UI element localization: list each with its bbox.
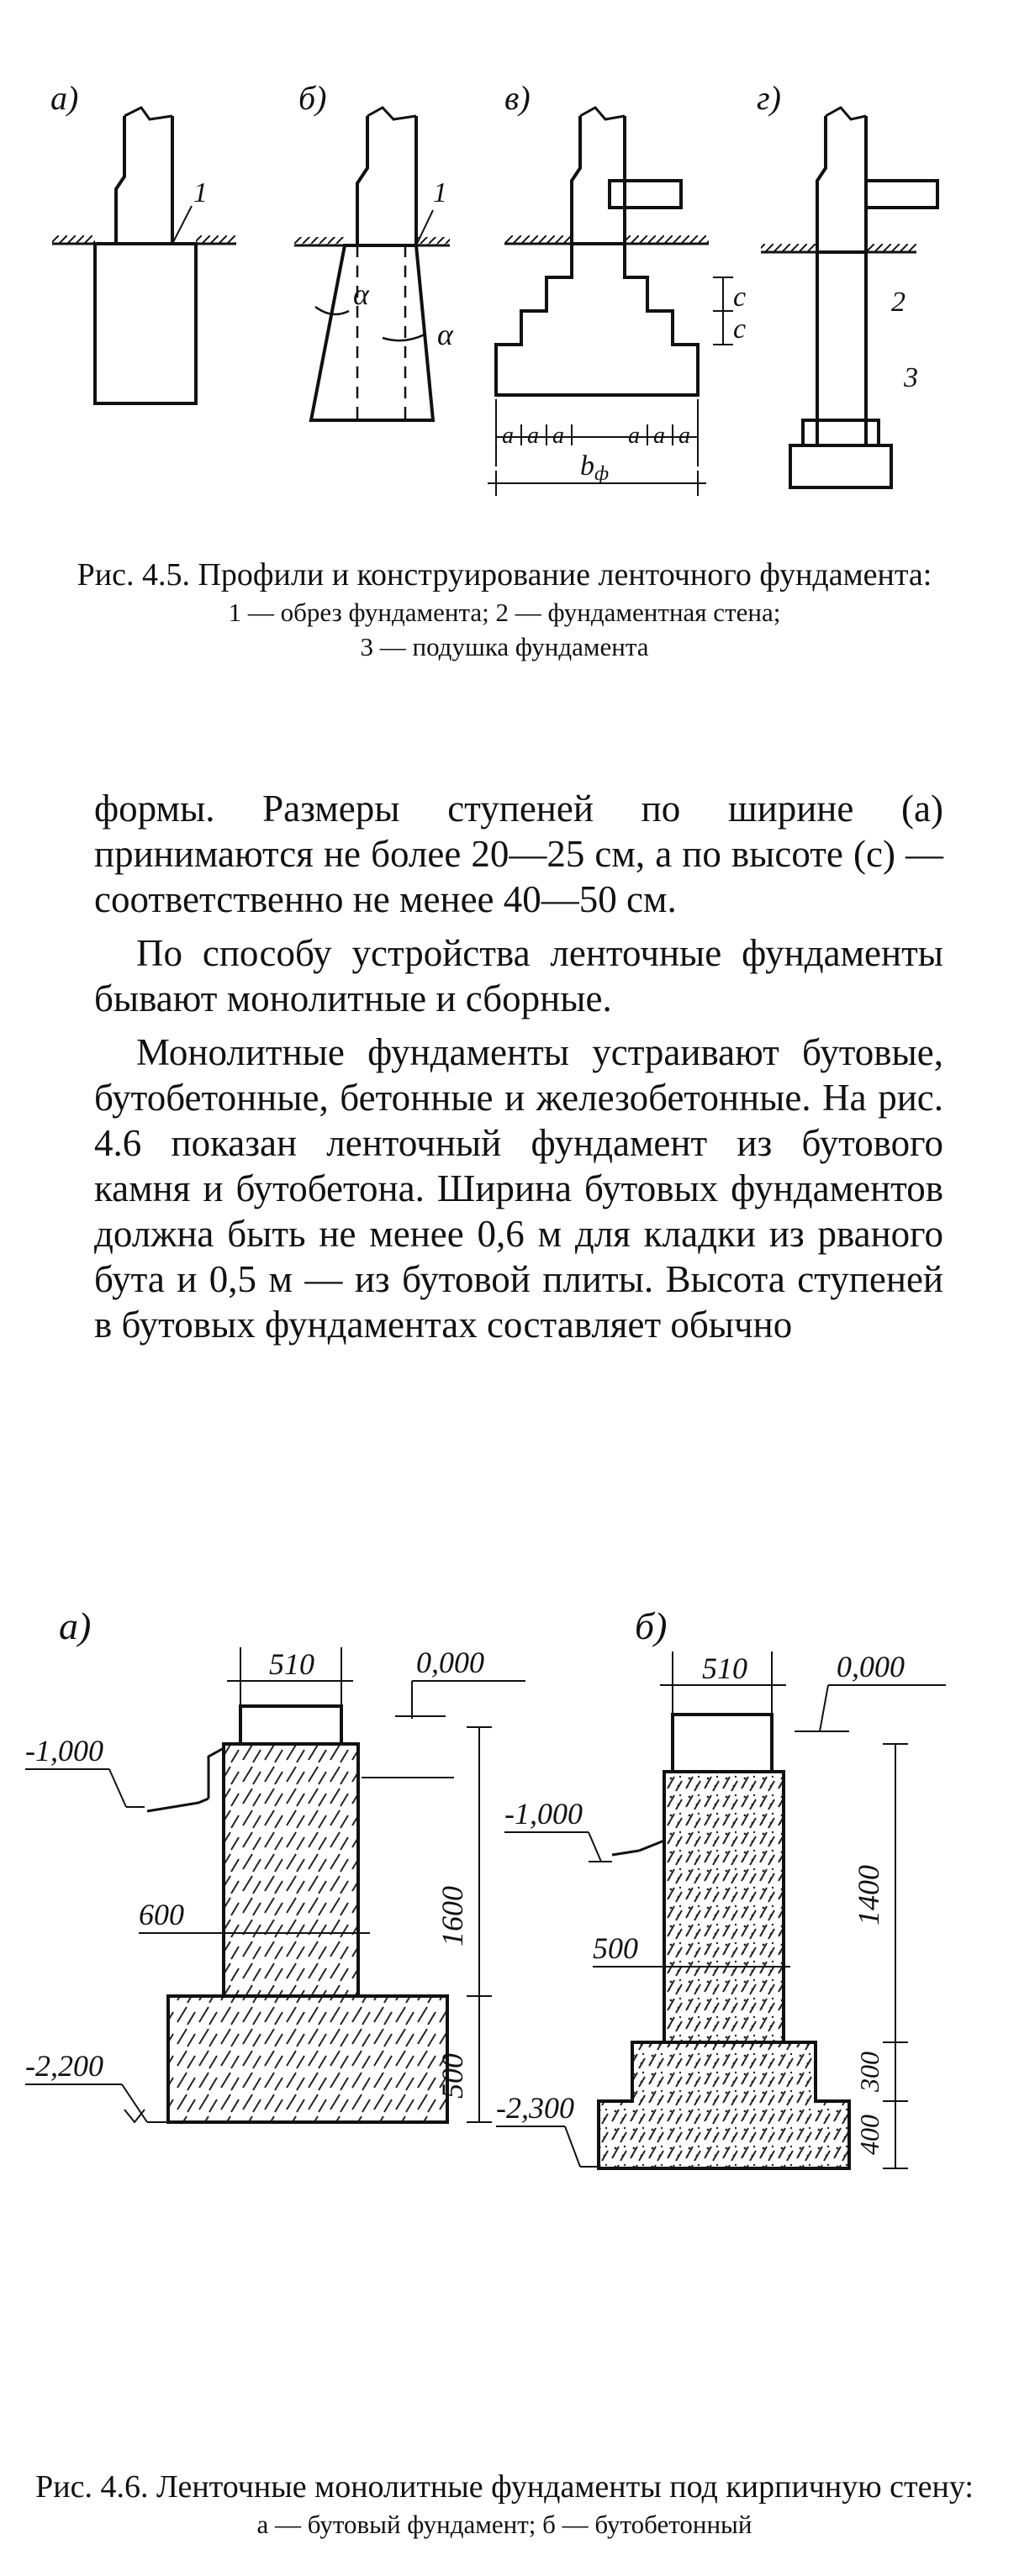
panel-a-label: а): [50, 79, 79, 117]
callout-3-d: 3: [904, 362, 918, 393]
panel-a-foundation: [95, 108, 196, 403]
fig46-b-level-ground: -1,000: [504, 1797, 583, 1831]
fig46-b-wall-width: 510: [702, 1651, 747, 1685]
figure-4-6-caption: [34, 2467, 975, 2542]
fig46-a-height-footing: 500: [436, 2053, 469, 2099]
fig46-b-level-bottom: -2,300: [496, 2091, 574, 2125]
figure-4-5-caption: [34, 555, 975, 664]
figure-4-6-drawing: [0, 1588, 1019, 2454]
fig46-a-height-wall: 1600: [436, 1886, 469, 1946]
step-c-2: c: [733, 313, 747, 345]
body-text: [94, 786, 943, 1356]
callout-1-b: 1: [433, 177, 447, 208]
panel-b-foundation: [311, 108, 433, 420]
fig46-b-height-wall: 1400: [852, 1865, 885, 1925]
fig46-a-level-top: 0,000: [416, 1646, 484, 1679]
fig46-b-height-step2: 400: [854, 2115, 884, 2155]
step-a-3: a: [552, 423, 564, 449]
fig46-b-foundation-width: 500: [593, 1931, 638, 1965]
angle-right: α: [437, 318, 453, 351]
step-a-5: a: [653, 423, 665, 449]
figure-4-5-drawing: [0, 67, 1019, 538]
paragraph-2: По способу устройства ленточные фундаменты бывают монолитные и сборные.: [94, 932, 943, 1019]
fig46-a-wall-width: 510: [269, 1647, 314, 1681]
figure-4-6-caption-legend: а — бутовый фундамент; б — бутобетонный: [256, 2510, 752, 2540]
paragraph-3: Монолитные фундаменты устраивают бутовые, бутобетонные, бетонные и железобетонные. На рис. 4.6 показан ленточный фундамент из бутового камня и бутобетона. Ширина бутовых фундаментов должна быть не менее 0,6 м для кладки из рваного бута и 0,5 м — из бутовой плиты. Высота ступеней в бутовых фундаментах составляет обычно: [94, 1031, 943, 1346]
step-c-1: c: [733, 282, 747, 313]
fig46-a-level-bottom: -2,200: [25, 2049, 103, 2083]
panel-d-foundation: [790, 108, 937, 487]
step-a-4: a: [628, 423, 640, 449]
panel-b-label: б): [298, 79, 327, 117]
panel-d-label: г): [757, 79, 781, 117]
paragraph-1: формы. Размеры ступеней по ширине (а) принимаются не более 20—25 см, а по высоте (с) — соответственно не менее 40—50 см.: [94, 788, 943, 920]
panel-c-foundation: [496, 108, 698, 395]
fig46-panel-b-label: б): [635, 1604, 668, 1647]
fig46-b-level-top: 0,000: [837, 1650, 905, 1683]
figure-4-6-caption-title: Рис. 4.6. Ленточные монолитные фундаменты под кирпичную стену:: [35, 2469, 974, 2505]
step-a-2: a: [527, 423, 539, 449]
figure-4-5: [0, 67, 1019, 538]
panel-c-label: в): [504, 79, 531, 117]
fig46-a-level-ground: -1,000: [25, 1734, 103, 1767]
fig46-a-foundation-width: 600: [139, 1898, 184, 1931]
figure-4-5-caption-legend-2: 3 — подушка фундамента: [360, 631, 649, 661]
callout-1-a: 1: [193, 177, 208, 208]
step-a-1: a: [502, 423, 514, 449]
width-bf-label: bф: [580, 450, 610, 485]
figure-4-5-caption-title: Рис. 4.5. Профили и конструирование ленточного фундамента:: [77, 557, 932, 593]
fig46-b-height-step1: 300: [854, 2052, 884, 2092]
callout-2-d: 2: [891, 287, 905, 318]
figure-4-6: [0, 1588, 1019, 2454]
figure-4-5-caption-legend-1: 1 — обрез фундамента; 2 — фундаментная стена;: [228, 598, 781, 628]
angle-left: α: [353, 277, 369, 311]
fig46-panel-a-label: а): [59, 1604, 92, 1647]
step-a-6: a: [678, 423, 690, 449]
